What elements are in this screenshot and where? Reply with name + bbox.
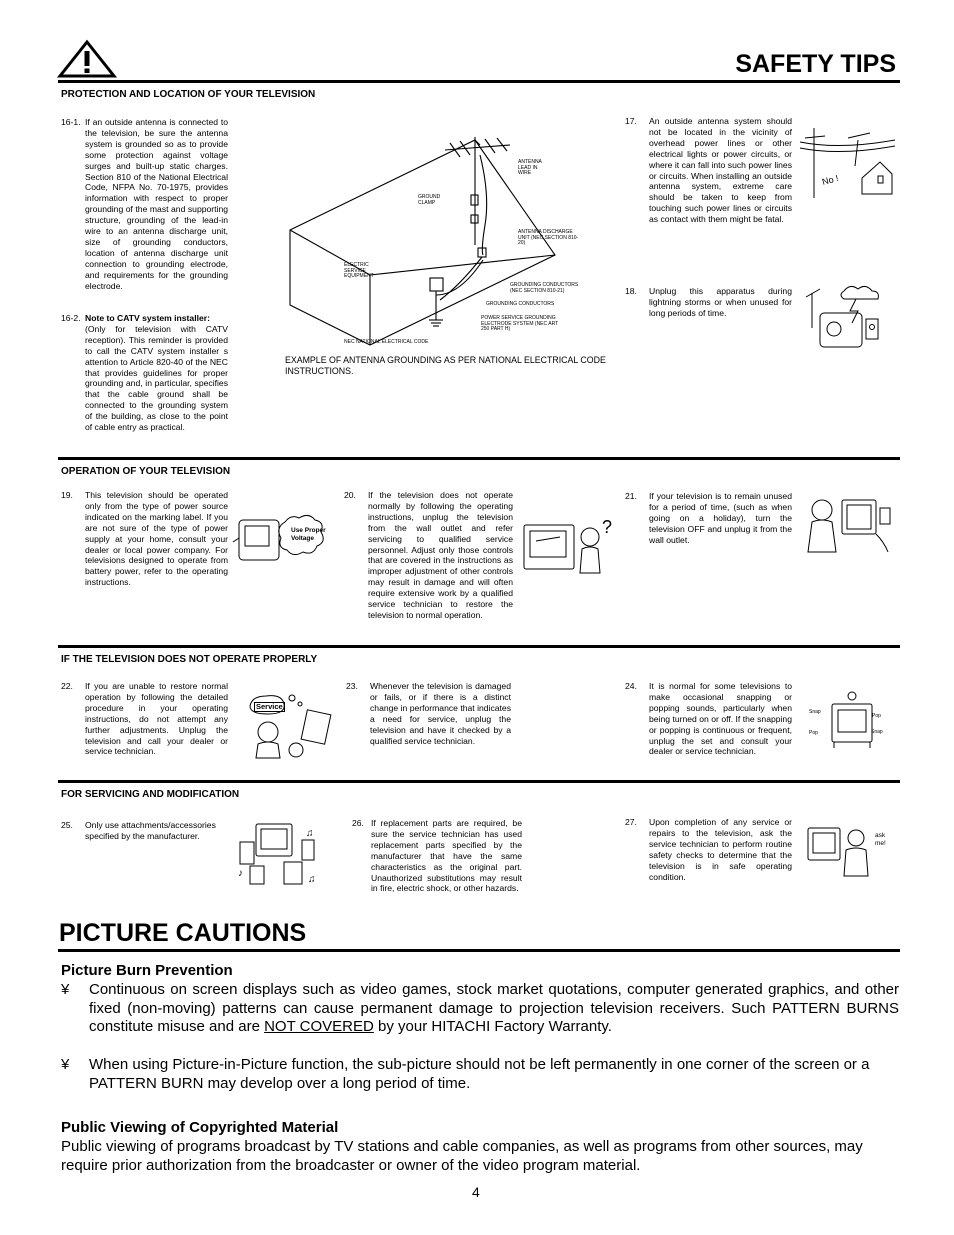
ask-me-text: ask me!	[875, 832, 886, 847]
bullet-1: ¥	[61, 981, 70, 998]
no-callout-text: No !	[820, 173, 840, 187]
item-number: 24.	[625, 681, 637, 691]
item-number: 25.	[61, 820, 73, 830]
burn-p1-end: by your HITACHI Factory Warranty.	[373, 1018, 612, 1036]
page-number: 4	[472, 1184, 480, 1200]
not-covered-text: NOT COVERED	[264, 1018, 374, 1036]
item-text: Upon completion of any service or repairs to the television, ask the service technician to perform routine safety checks to determine that the television is in safe operating condition.	[649, 817, 792, 882]
item-text: If the television does not operate normally by following the operating instructions, unplug the television from the wall outlet and refer servicing to qualified service personnel. Adjust only those controls that are covered in the instructions as improper adjustment of other controls may result in damage and will often require extensive work by a qualified service technician to restore the television to normal operation.	[368, 490, 513, 620]
section-rule-not-operate	[58, 645, 900, 648]
section-heading-protection: PROTECTION AND LOCATION OF YOUR TELEVISION	[61, 89, 316, 100]
item-text: Only use attachments/accessories specified by the manufacturer.	[85, 820, 216, 841]
item-number: 16-1.	[61, 117, 81, 127]
snapping-tv-illustration	[820, 690, 880, 750]
header-rule	[58, 80, 900, 83]
pop-label-top-right: Pop	[872, 713, 881, 719]
item-text: This television should be operated only from the type of power source indicated on the marking label. If you are not sure of the type of power supply at your home, consult your dealer or local power company. For televisions designed to operate from battery power, refer to the operating instructions.	[85, 490, 228, 588]
section-heading-not-operate: IF THE TELEVISION DOES NOT OPERATE PROPERLY	[61, 654, 318, 665]
svg-text:♫: ♫	[306, 828, 314, 839]
public-heading: Public Viewing of Copyrighted Material	[61, 1119, 339, 1136]
svg-text:?: ?	[602, 517, 613, 537]
item-number: 18.	[625, 286, 637, 296]
item-number: 22.	[61, 681, 73, 691]
item-number: 19.	[61, 490, 73, 500]
item-text: Whenever the television is damaged or fails, or if there is a distinct change in performance that indicates a need for service, unplug the television and have it checked by a qualified service technician.	[370, 681, 511, 746]
item-text: (Only for television with CATV reception). This reminder is provided to call the CATV system installer s attention to Article 820-40 of the NEC that provides guidelines for proper grounding and, in particular, specifies that the cable ground shall be connected to the grounding system of the building, as close to the point of cable entry as practical.	[85, 323, 228, 433]
item-number: 21.	[625, 491, 637, 501]
burn-p1-start: Continuous on screen displays such as video games, stock market quotations, computer generated graphics, and other fixed (non-moving) patterns can cause permanent damage to projection television receivers. Such PATTERN BURNS constitute misuse and are	[89, 981, 899, 1036]
svg-text:♪: ♪	[238, 868, 243, 879]
section-heading-servicing: FOR SERVICING AND MODIFICATION	[61, 789, 240, 800]
item-lead: Note to CATV system installer:	[85, 313, 210, 323]
public-paragraph: Public viewing of programs broadcast by TV stations and cable companies, as well as programs from other sources, may require prior authorization from the broadcaster or owner of the video program material.	[61, 1138, 863, 1174]
item-number: 20.	[344, 490, 356, 500]
diagram-label-electrode: POWER SERVICE GROUNDING ELECTRODE SYSTEM (NEC ART 250 PART H)	[481, 315, 559, 333]
item-number: 27.	[625, 817, 637, 827]
diagram-label-discharge: ANTENNA DISCHARGE UNIT (NEC SECTION 810-20)	[518, 229, 579, 247]
repair-person-illustration	[520, 515, 620, 580]
item-number: 26.	[352, 818, 364, 828]
item-number: 16-2.	[61, 313, 81, 323]
burn-paragraph-2: When using Picture-in-Picture function, the sub-picture should not be left permanently in one corner of the screen or a PATTERN BURN may develop over a long period of time.	[89, 1056, 870, 1092]
item-text: Unplug this apparatus during lightning storms or when unused for long periods of time.	[649, 286, 792, 318]
pop-label-bottom-left: Pop	[809, 730, 818, 736]
power-lines-illustration	[800, 128, 895, 200]
bullet-2: ¥	[61, 1056, 70, 1073]
cautions-rule	[58, 949, 900, 952]
cautions-title: PICTURE CAUTIONS	[59, 919, 307, 947]
diagram-label-conductors-nec: GROUNDING CONDUCTORS (NEC SECTION 810-21)	[510, 282, 579, 294]
diagram-caption: EXAMPLE OF ANTENNA GROUNDING AS PER NATIONAL ELECTRICAL CODE INSTRUCTIONS.	[285, 355, 606, 376]
item-text: If you are unable to restore normal operation by following the detailed procedure in your operating instructions, do not attempt any further adjustments. Unplug the television and call your dealer or service technician.	[85, 681, 228, 757]
item-text: It is normal for some televisions to make occasional snapping or popping sounds, particularly when being turned on or off. If the snapping or popping is continuous or frequent, unplug the set and consult your dealer or service technician.	[649, 681, 792, 757]
item-text: If replacement parts are required, be sure the service technician has used replacement parts specified by the manufacturer that have the same characteristics as the original part. Unauthorized substitutions may result in fire, electric shock, or other hazards.	[371, 818, 522, 894]
section-rule-servicing	[58, 780, 900, 783]
warning-triangle-icon	[58, 40, 116, 78]
use-voltage-text: Use Proper Voltage	[291, 527, 326, 542]
diagram-label-clamp: GROUND CLAMP	[418, 194, 441, 206]
svg-text:♫: ♫	[308, 874, 316, 885]
diagram-label-lead-in: ANTENNA LEAD IN WIRE	[518, 159, 542, 177]
section-rule-operation	[58, 457, 900, 460]
snap-label-top-left: Snap	[809, 709, 821, 715]
item-text: If your television is to remain unused for a period of time, (such as when going on a holiday), turn the television OFF and unplug it from the wall outlet.	[649, 491, 792, 545]
unplug-holiday-illustration	[800, 494, 895, 556]
burn-paragraph-1	[89, 981, 899, 1037]
item-number: 23.	[346, 681, 358, 691]
technician-illustration	[806, 822, 886, 878]
burn-heading: Picture Burn Prevention	[61, 962, 233, 979]
item-text: An outside antenna system should not be located in the vicinity of overhead power lines or other electrical lights or power circuits, or where it can fall into such power lines or circuits. When installing an outside antenna system, extreme care should be taken to keep from touching such power lines or circuits as contact with them might be fatal.	[649, 116, 792, 225]
lightning-storm-illustration	[804, 283, 886, 355]
diagram-label-electric: ELECTRIC SERVICE EQUIPMENT	[344, 262, 374, 280]
tv-voltage-illustration	[233, 512, 333, 572]
section-heading-operation: OPERATION OF YOUR TELEVISION	[61, 466, 231, 477]
service-call-illustration	[246, 690, 336, 760]
item-text: If an outside antenna is connected to the television, be sure the antenna system is grounded so as to provide some protection against voltage surges and built-up static charges. Section 810 of the National Electrical Code, NFPA No. 70-1975, provides information with respect to proper grounding of the mast and supporting structure, grounding of the lead-in wire to an antenna discharge unit, size of grounding conductors, location of antenna discharge unit connection to grounding electrode, and requirements for the grounding electrode.	[85, 117, 228, 291]
item-body	[85, 313, 228, 433]
diagram-label-conductors: GROUNDING CONDUCTORS	[486, 301, 555, 307]
accessories-illustration	[236, 820, 326, 886]
snap-label-bottom-right: Snap	[871, 729, 883, 735]
page-title: SAFETY TIPS	[735, 50, 896, 78]
diagram-label-nec: NEC NATIONAL ELECTRICAL CODE	[344, 339, 429, 345]
service-bubble-text: Service	[256, 702, 283, 711]
item-number: 17.	[625, 116, 637, 126]
